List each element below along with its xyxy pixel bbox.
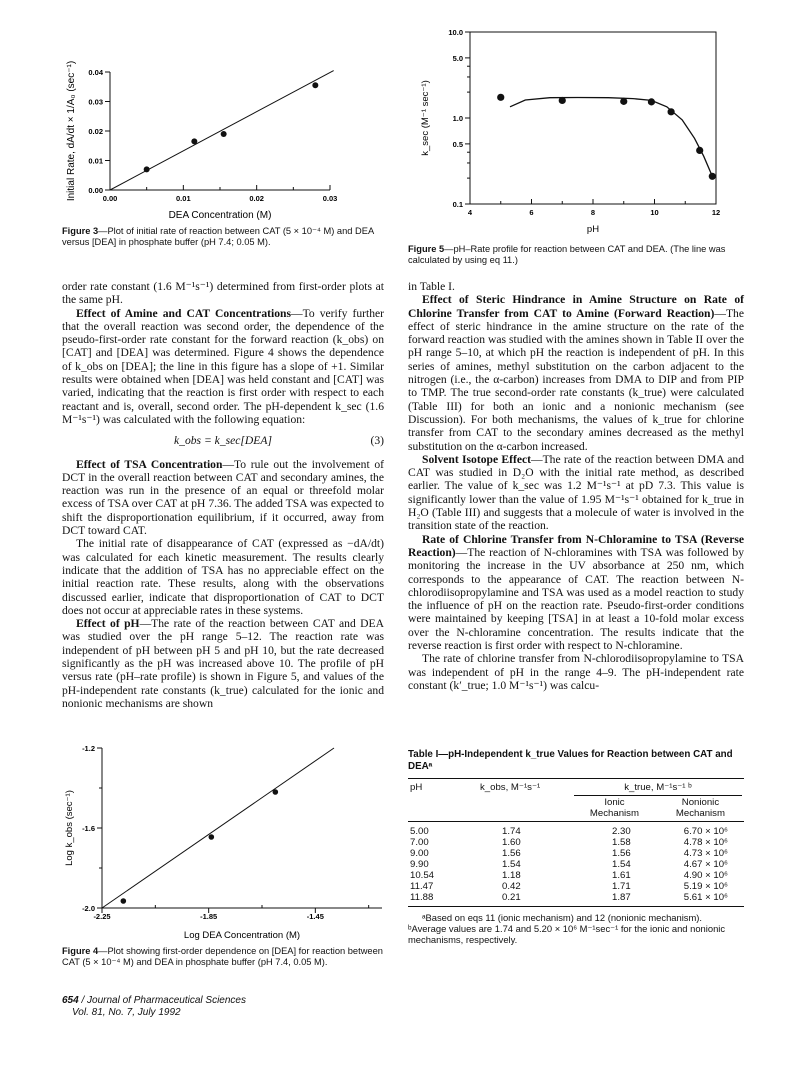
paragraph-text: —To rule out the involvement of DCT in the overall reaction between CAT and secondary amines, the reaction was run in the presence of an equal or threefold molar excess of TSA over CAT at pH 7.36. The added TSA was expected to shift the disproportionation equilibrium, if it occurred, away from DCT toward CAT. xyxy=(62,457,384,538)
x-axis-label: pH xyxy=(586,224,600,235)
table-1 xyxy=(408,749,744,945)
y-tick-label: -1.2 xyxy=(82,744,95,753)
table-1-header-nonionic-1: Nonionic xyxy=(681,797,720,808)
left-paragraph xyxy=(62,280,384,307)
x-tick-label: 10 xyxy=(650,208,659,217)
data-point xyxy=(559,97,566,104)
data-point xyxy=(696,147,703,154)
data-point xyxy=(221,131,227,137)
x-tick-label: -1.45 xyxy=(306,912,324,921)
data-point xyxy=(497,94,504,101)
section-heading: Effect of pH xyxy=(76,617,140,631)
table-cell: 1.18 xyxy=(502,870,521,881)
right-paragraph xyxy=(408,453,744,533)
table-cell: 5.00 xyxy=(410,826,429,837)
data-point xyxy=(121,898,127,904)
y-axis-label: Log k_obs (sec⁻¹) xyxy=(64,790,75,866)
figure-3-caption-label: Figure 3 xyxy=(62,226,99,236)
y-tick-label: -2.0 xyxy=(82,904,95,913)
table-cell: 1.74 xyxy=(502,826,521,837)
data-point xyxy=(620,98,627,105)
equation-number: (3) xyxy=(370,434,384,448)
x-axis-label: Log DEA Concentration (M) xyxy=(183,930,301,941)
data-point xyxy=(273,789,279,795)
figure-5-chart xyxy=(412,24,742,239)
right-paragraph xyxy=(408,293,744,453)
figure-4-caption-text: —Plot showing first-order dependence on [DEA] for reaction between CAT (5 × 10⁻⁴ M) and DEA in phosphate buffer (pH 7.4, 0.05 M). xyxy=(62,946,383,967)
y-axis-label: Initial Rate, dA/dt × 1/A₀ (sec⁻¹) xyxy=(66,60,77,202)
left-paragraph xyxy=(62,458,384,538)
table-cell: 1.56 xyxy=(502,848,521,859)
table-cell: 5.61 × 10⁶ xyxy=(683,892,728,903)
table-cell: 0.21 xyxy=(502,892,521,903)
table-1-header-nonionic-2: Mechanism xyxy=(675,808,725,819)
figure-3-chart xyxy=(60,48,380,223)
figure-4-caption xyxy=(62,946,386,968)
y-tick-label: 0.00 xyxy=(88,186,103,195)
table-cell: 4.73 × 10⁶ xyxy=(683,848,728,859)
table-row xyxy=(408,870,744,881)
table-cell: 11.47 xyxy=(410,881,434,892)
y-tick-label: 0.03 xyxy=(88,97,103,107)
table-row xyxy=(408,848,744,859)
figure-4-caption-label: Figure 4 xyxy=(62,946,99,956)
table-1-header-ionic-1: Ionic xyxy=(604,797,625,808)
table-row xyxy=(408,892,744,903)
y-tick-label: -1.6 xyxy=(82,824,95,833)
left-paragraph xyxy=(62,617,384,710)
figure-5-caption xyxy=(408,244,744,266)
x-tick-label: -2.25 xyxy=(93,912,111,921)
equation-3 xyxy=(62,434,384,447)
x-tick-label: 8 xyxy=(590,208,596,217)
paragraph-text: The rate of chlorine transfer from N-chlorodiisopropylamine to TSA was independent of pH in the range 4–9. The pH-independent rate constant (k′_true; 1.0 M⁻¹s⁻¹) was calcu- xyxy=(408,652,744,692)
section-heading: Effect of Steric Hindrance in Amine Structure on Rate of Chlorine Transfer from CAT to Amine (Forward Reaction) xyxy=(408,293,744,320)
table-1-grid xyxy=(408,779,744,907)
paragraph-text: The initial rate of disappearance of CAT (expressed as −dA/dt) was calculated for each kinetic measurement. The results clearly indicate that the addition of TSA has no appreciable effect on the initial reaction rate. These results, along with the observations discussed earlier, indicate that disproportionation of CAT to DCT does not occur at appreciable rates in these systems. xyxy=(62,537,384,617)
journal-name: / Journal of Pharmaceutical Sciences xyxy=(78,995,246,1006)
table-row xyxy=(408,859,744,870)
section-heading: Effect of TSA Concentration xyxy=(76,457,223,471)
table-cell: 0.42 xyxy=(502,881,521,892)
figure-3-caption-text: —Plot of initial rate of reaction between CAT (5 × 10⁻⁴ M) and DEA versus [DEA] in phosphate buffer (pH 7.4; 0.05 M). xyxy=(62,226,374,247)
figure-4-chart xyxy=(60,738,390,943)
x-axis-label: DEA Concentration (M) xyxy=(168,210,272,221)
paragraph-text: —The rate of the reaction between DMA and CAT was studied in D₂O with the initial rate method, as described earlier. The value of k_sec was 1.2 M⁻¹s⁻¹ at pD 7.3. This value is significantly lower than the value of 1.95 M⁻¹s⁻¹ obtained for k_true in H₂O (Table III) and suggests that a molecule of water is involved in the transition state of the reaction. xyxy=(408,452,744,533)
figure-3 xyxy=(60,48,380,223)
section-heading: Rate of Chlorine Transfer from N-Chloramine to TSA (Reverse Reaction) xyxy=(408,532,744,559)
table-1-footnote-b: ᵇAverage values are 1.74 and 5.20 × 10⁶ M⁻¹sec⁻¹ for the ionic and nonionic mechanisms, respectively. xyxy=(408,923,726,945)
right-paragraph xyxy=(408,280,744,293)
x-tick-label: 0.01 xyxy=(176,194,191,203)
table-1-header-ktrue: k_true, M⁻¹s⁻¹ ᵇ xyxy=(624,782,692,793)
fit-line xyxy=(110,71,334,190)
table-row xyxy=(408,837,744,848)
table-cell: 1.56 xyxy=(612,848,631,859)
table-cell: 1.54 xyxy=(502,859,521,870)
y-tick-label: 0.01 xyxy=(88,156,103,166)
figure-4 xyxy=(60,738,390,943)
table-cell: 5.19 × 10⁶ xyxy=(683,881,728,892)
table-cell: 4.78 × 10⁶ xyxy=(683,837,728,848)
x-tick-label: 0.03 xyxy=(322,194,338,203)
calculated-curve xyxy=(510,98,712,177)
y-tick-label: 0.04 xyxy=(88,68,103,77)
paragraph-text: —To verify further that the overall reaction was second order, the dependence of the pseudo-first-order rate constant for the forward reaction (k_obs) on [CAT] and [DEA] was determined. Figure 4 shows the dependence of k_obs on [DEA]; the line in this figure has a slope of +1. Similar results were obtained when [DEA] was held constant and [CAT] was varied, indicating that the reaction is first order with respect to each reactant and is, overall, second order. The pH-dependent k_sec (1.6 M⁻¹s⁻¹) was calculated with the following equation: xyxy=(62,306,385,426)
y-tick-label: 1.0 xyxy=(452,114,463,123)
table-cell: 1.60 xyxy=(502,837,521,848)
table-row xyxy=(408,826,744,837)
table-cell: 6.70 × 10⁶ xyxy=(683,826,728,837)
data-point xyxy=(668,108,675,115)
paragraph-text: in Table I. xyxy=(408,280,455,293)
x-tick-label: -1.85 xyxy=(200,912,218,921)
table-1-header-ph: pH xyxy=(410,782,423,793)
y-tick-label: 0.5 xyxy=(452,139,463,149)
y-tick-label: 0.1 xyxy=(452,200,463,209)
table-cell: 4.67 × 10⁶ xyxy=(683,859,728,870)
section-heading: Effect of Amine and CAT Concentrations xyxy=(76,306,291,320)
footer-volume: Vol. 81, No. 7, July 1992 xyxy=(72,1007,181,1018)
y-tick-label: 5.0 xyxy=(452,53,463,63)
table-cell: 1.61 xyxy=(612,870,631,881)
footer-journal xyxy=(62,995,246,1007)
table-cell: 9.00 xyxy=(410,848,429,859)
equation-expression: k_obs = k_sec[DEA] xyxy=(174,434,272,448)
x-tick-label: 0.00 xyxy=(102,194,118,203)
table-cell: 9.90 xyxy=(410,859,429,870)
table-1-header-ionic-2: Mechanism xyxy=(589,808,639,819)
figure-5-caption-label: Figure 5 xyxy=(408,244,445,254)
table-cell: 1.54 xyxy=(612,859,631,870)
table-cell: 7.00 xyxy=(410,837,429,848)
figure-5 xyxy=(412,24,742,239)
page-number: 654 xyxy=(62,995,79,1006)
data-point xyxy=(191,138,197,144)
right-paragraph xyxy=(408,652,744,692)
section-heading: Solvent Isotope Effect xyxy=(422,452,531,466)
right-paragraph xyxy=(408,533,744,653)
x-tick-label: 0.02 xyxy=(249,194,264,203)
x-tick-label: 6 xyxy=(529,208,534,217)
table-cell: 11.88 xyxy=(410,892,434,903)
left-paragraph xyxy=(62,307,384,427)
data-point xyxy=(648,98,655,105)
x-tick-label: 4 xyxy=(467,208,473,217)
figure-3-caption xyxy=(62,226,384,248)
figure-5-caption-text: —pH–Rate profile for reaction between CAT and DEA. (The line was calculated by using eq 11.) xyxy=(408,244,726,265)
paragraph-text: —The rate of the reaction between CAT and DEA was studied over the pH range 5–12. The reaction rate was independent of pH between pH 5 and pH 10, but the rate decreased significantly as the pH was increased above 10. The profile of pH versus rate (pH–rate profile) is shown in Figure 5, and values of the pH-independent rate constants (k_true) calculated for the ionic and nonionic mechanisms are shown xyxy=(62,617,384,710)
page-footer xyxy=(62,995,246,1019)
table-cell: 1.71 xyxy=(612,881,631,892)
y-axis-label: k_sec (M⁻¹ sec⁻¹) xyxy=(420,80,431,156)
left-paragraph xyxy=(62,537,384,617)
x-tick-label: 12 xyxy=(711,208,721,217)
data-point xyxy=(709,173,716,180)
table-cell: 1.87 xyxy=(612,892,631,903)
table-1-title: Table I—pH-Independent k_true Values for Reaction between CAT and DEAᵃ xyxy=(408,749,733,772)
table-row xyxy=(408,881,744,892)
y-tick-label: 0.02 xyxy=(88,127,103,136)
table-1-footnote-a: ᵃBased on eqs 11 (ionic mechanism) and 12 (nonionic mechanism). xyxy=(422,912,703,923)
table-cell: 10.54 xyxy=(410,870,435,881)
left-column-text xyxy=(62,280,384,710)
paragraph-text: order rate constant (1.6 M⁻¹s⁻¹) determined from first-order plots at the same pH. xyxy=(62,280,384,307)
right-column-text xyxy=(408,280,744,692)
paragraph-text: —The reaction of N-chloramines with TSA was followed by monitoring the increase in the UV absorbance at 250 nm, which corresponds to the appearance of CAT. The reaction between N-chlorodiisopropylamine and TSA was used as a model reaction to study the influence of pH on the reaction rate. Pseudo-first-order conditions were maintained by keeping [TSA] in at least a 10-fold molar excess over the N-chloramine concentration. The results indicate that the reverse reaction is first order with respect to N-chloramine. xyxy=(408,545,744,653)
paragraph-text: —The effect of steric hindrance in the amine structure on the rate of the forward reaction was studied with the amines shown in Table II over the pH range 5–10, at which pH the reaction is independent of pH. In this series of amines, methyl substitution on the carbon adjacent to the nitrogen (i.e., the α-carbon) increases from DMA to DIP and from PIP to TMP. The true second-order rate constants (k_true) were calculated (Table III) for both an ionic and a nonionic mechanism (see Discussion). For both mechanisms, the values of k_true for chlorine transfer from CAT to the secondary amines decreased as the methyl substitution on the α-carbon increased. xyxy=(408,306,744,453)
data-point xyxy=(312,82,318,88)
fit-line xyxy=(102,748,334,908)
table-cell: 2.30 xyxy=(612,826,631,837)
data-point xyxy=(209,834,215,840)
y-tick-label: 10.0 xyxy=(448,28,463,37)
table-cell: 4.90 × 10⁶ xyxy=(683,870,728,881)
data-point xyxy=(144,166,150,172)
table-1-header-kobs: k_obs, M⁻¹s⁻¹ xyxy=(480,782,541,793)
table-cell: 1.58 xyxy=(612,837,631,848)
